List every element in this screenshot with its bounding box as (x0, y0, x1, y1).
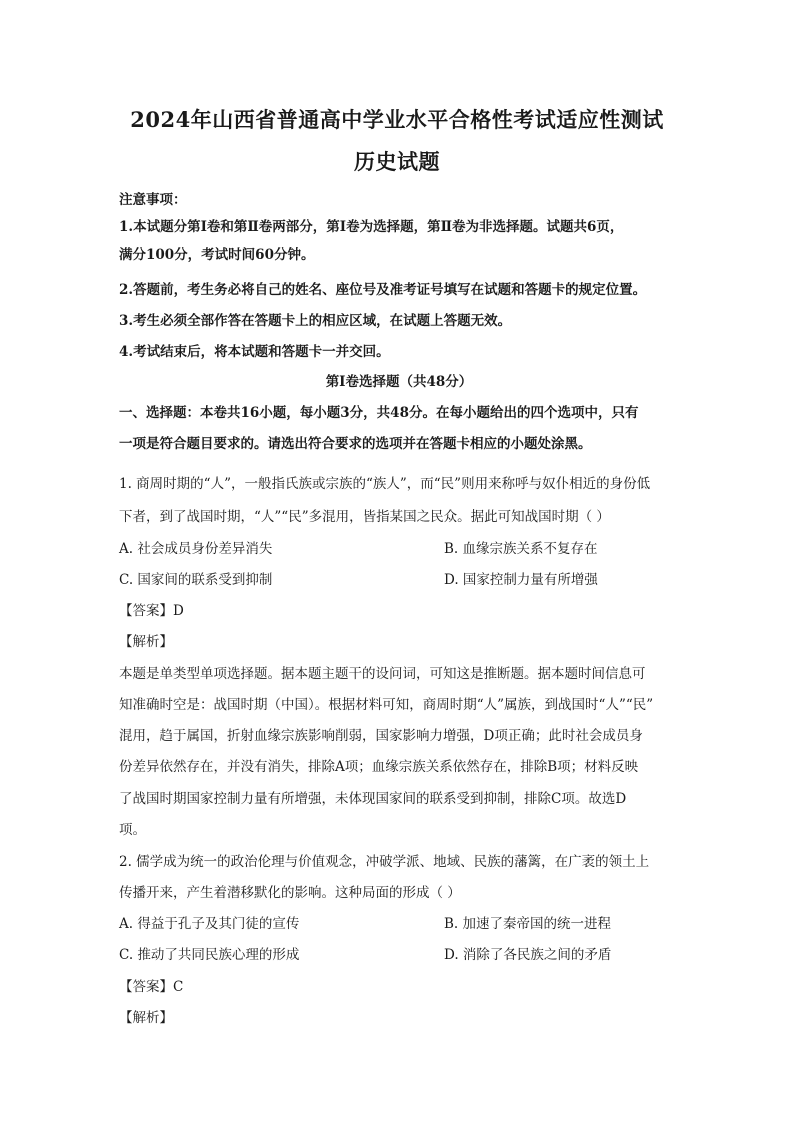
question-1-stem: 1. 商周时期的“人”，一般指氏族或宗族的“族人”，而“民”则用来称呼与奴仆相近的身份低 (119, 476, 651, 492)
notice-item: 1.本试题分第Ⅰ卷和第Ⅱ卷两部分，第Ⅰ卷为选择题，第Ⅱ卷为非选择题。试题共6页， (119, 219, 624, 235)
question-2-option-a: A. 得益于孔子及其门徒的宣传 (119, 916, 300, 932)
question-1-analysis: 本题是单类型单项选择题。据本题主题干的设问词，可知这是推断题。据本题时间信息可 (119, 666, 646, 682)
notice-item: 4.考试结束后，将本试题和答题卡一并交回。 (119, 344, 390, 360)
question-1-analysis: 了战国时期国家控制力量有所增强，未体现国家间的联系受到抑制，排除C项。故选D (119, 791, 627, 807)
question-1-analysis: 混用，趋于属国，折射血缘宗族影响削弱，国家影响力增强，D项正确；此时社会成员身 (119, 728, 643, 744)
question-1-analysis-label: 【解析】 (119, 634, 173, 650)
question-1-answer: 【答案】D (119, 603, 184, 619)
question-2-stem: 传播开来，产生着潜移默化的影响。这种局面的形成（ ） (119, 885, 461, 901)
question-2-stem: 2. 儒学成为统一的政治伦理与价值观念，冲破学派、地域、民族的藩篱，在广袤的领土上 (119, 854, 650, 870)
exam-subtitle: 历史试题 (354, 149, 440, 174)
question-2-option-d: D. 消除了各民族之间的矛盾 (444, 947, 612, 963)
question-2-answer: 【答案】C (119, 979, 184, 995)
exam-title: 2024年山西省普通高中学业水平合格性考试适应性测试 (130, 107, 664, 132)
question-1-analysis: 知准确时空是：战国时期（中国）。根据材料可知，商周时期“人”属族，到战国时“人”“民” (119, 697, 654, 713)
question-1-analysis: 份差异依然存在，并没有消失，排除A项；血缘宗族关系依然存在，排除B项；材料反映 (119, 759, 639, 775)
question-1-option-a: A. 社会成员身份差异消失 (119, 541, 273, 557)
question-1-analysis: 项。 (119, 822, 146, 838)
notice-item: 3.考生必须全部作答在答题卡上的相应区域，在试题上答题无效。 (119, 313, 512, 329)
question-2-option-b: B. 加速了秦帝国的统一进程 (444, 916, 612, 932)
question-1-option-c: C. 国家间的联系受到抑制 (119, 572, 273, 588)
question-1-stem: 下者，到了战国时期，“人”“民”多混用，皆指某国之民众。据此可知战国时期（ ） (119, 509, 610, 525)
section-title: 第Ⅰ卷选择题（共48分） (325, 374, 473, 390)
section-instructions: 一、选择题：本卷共16小题，每小题3分，共48分。在每小题给出的四个选项中，只有 (119, 405, 639, 421)
notice-item: 2.答题前，考生务必将自己的姓名、座位号及准考证号填写在试题和答题卡的规定位置。 (119, 282, 647, 298)
question-1-option-b: B. 血缘宗族关系不复存在 (444, 541, 598, 557)
notice-heading: 注意事项： (119, 192, 187, 208)
section-instructions: 一项是符合题目要求的。请选出符合要求的选项并在答题卡相应的小题处涂黑。 (119, 436, 592, 452)
question-2-option-c: C. 推动了共同民族心理的形成 (119, 947, 300, 963)
question-2-analysis-label: 【解析】 (119, 1010, 173, 1026)
question-1-option-d: D. 国家控制力量有所增强 (444, 572, 598, 588)
notice-item: 满分100分，考试时间60分钟。 (119, 247, 315, 263)
